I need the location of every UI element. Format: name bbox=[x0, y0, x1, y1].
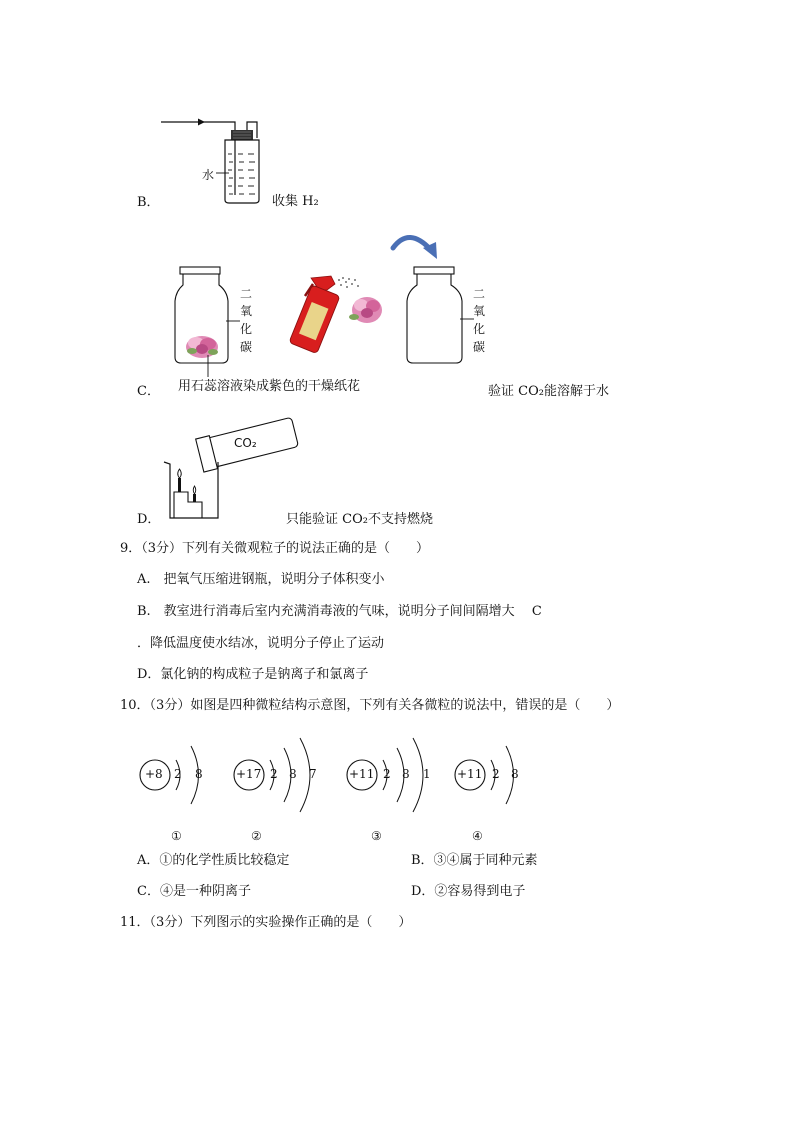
q9-option-c: ．降低温度使水结冰，说明分子停止了运动 bbox=[137, 636, 385, 651]
flower-caption: 用石蕊溶液染成紫色的干燥纸花 bbox=[178, 379, 361, 394]
atom-2-marker: ② bbox=[251, 829, 262, 843]
option-d-caption: 只能验证 CO₂不支持燃烧 bbox=[286, 512, 433, 527]
gas-washing-bottle-diagram bbox=[155, 110, 265, 205]
q9-option-d: D．氯化钠的构成粒子是钠离子和氯离子 bbox=[137, 667, 369, 682]
atom-4-marker: ④ bbox=[472, 829, 483, 843]
atom-4-nucleus: +11 bbox=[457, 767, 483, 781]
co2-gas-label: CO₂ bbox=[234, 436, 257, 450]
q10-stem: 10．（3分）如图是四种微粒结构示意图，下列有关各微粒的说法中，错误的是（ ） bbox=[120, 698, 620, 713]
atom-1-marker: ① bbox=[171, 829, 182, 843]
atom-2-nucleus: +17 bbox=[236, 767, 262, 781]
left-jar-label-3: 化 bbox=[240, 322, 253, 336]
q10-option-c: C．④是一种阴离子 bbox=[137, 884, 251, 899]
atom-2-shell-1: 2 bbox=[270, 767, 278, 781]
atom-4-shell-2: 8 bbox=[511, 767, 519, 781]
atom-1-nucleus: +8 bbox=[145, 767, 163, 781]
right-jar-label-2: 氧 bbox=[473, 304, 486, 318]
q10-option-b: B．③④属于同种元素 bbox=[411, 853, 538, 868]
atom-3-shell-3: 1 bbox=[423, 767, 431, 781]
q9-option-b: B. 教室进行消毒后室内充满消毒液的气味，说明分子间间隔增大 C bbox=[137, 604, 542, 619]
option-b-letter: B． bbox=[137, 195, 160, 210]
right-jar-label-3: 化 bbox=[473, 322, 486, 336]
atom-2-shell-3: 7 bbox=[309, 767, 317, 781]
q9-stem: 9．（3分）下列有关微观粒子的说法正确的是（ ） bbox=[120, 541, 430, 556]
left-jar-label-4: 碳 bbox=[240, 340, 253, 354]
q10-option-a: A．①的化学性质比较稳定 bbox=[137, 853, 290, 868]
q11-stem: 11．（3分）下列图示的实验操作正确的是（ ） bbox=[120, 915, 412, 930]
atom-1-shell-1: 2 bbox=[174, 767, 182, 781]
co2-jar-empty bbox=[400, 265, 480, 370]
right-jar-label-4: 碳 bbox=[473, 340, 486, 354]
q10-option-d: D．②容易得到电子 bbox=[411, 884, 526, 899]
atom-1-shell-2: 8 bbox=[195, 767, 203, 781]
option-b-caption: 收集 H₂ bbox=[272, 194, 319, 209]
option-d-letter: D． bbox=[137, 512, 161, 527]
left-jar-label-1: 二 bbox=[240, 287, 253, 301]
co2-jar-with-flower bbox=[170, 265, 245, 370]
co2-pour-candle-diagram bbox=[160, 412, 300, 524]
atom-3-marker: ③ bbox=[371, 829, 382, 843]
atom-4-shell-1: 2 bbox=[492, 767, 500, 781]
q9-option-a: A. 把氧气压缩进钢瓶，说明分子体积变小 bbox=[137, 572, 385, 587]
atom-3-shell-1: 2 bbox=[383, 767, 391, 781]
atom-3-nucleus: +11 bbox=[349, 767, 375, 781]
curved-arrow-icon bbox=[385, 228, 445, 268]
atom-3-shell-2: 8 bbox=[402, 767, 410, 781]
option-c-letter: C． bbox=[137, 384, 160, 399]
option-c-caption: 验证 CO₂能溶解于水 bbox=[488, 384, 609, 399]
left-jar-label-2: 氧 bbox=[240, 304, 253, 318]
right-jar-label-1: 二 bbox=[473, 287, 486, 301]
water-label: 水 bbox=[202, 168, 215, 182]
spray-bottle-icon bbox=[283, 268, 388, 358]
atom-2-shell-2: 8 bbox=[289, 767, 297, 781]
